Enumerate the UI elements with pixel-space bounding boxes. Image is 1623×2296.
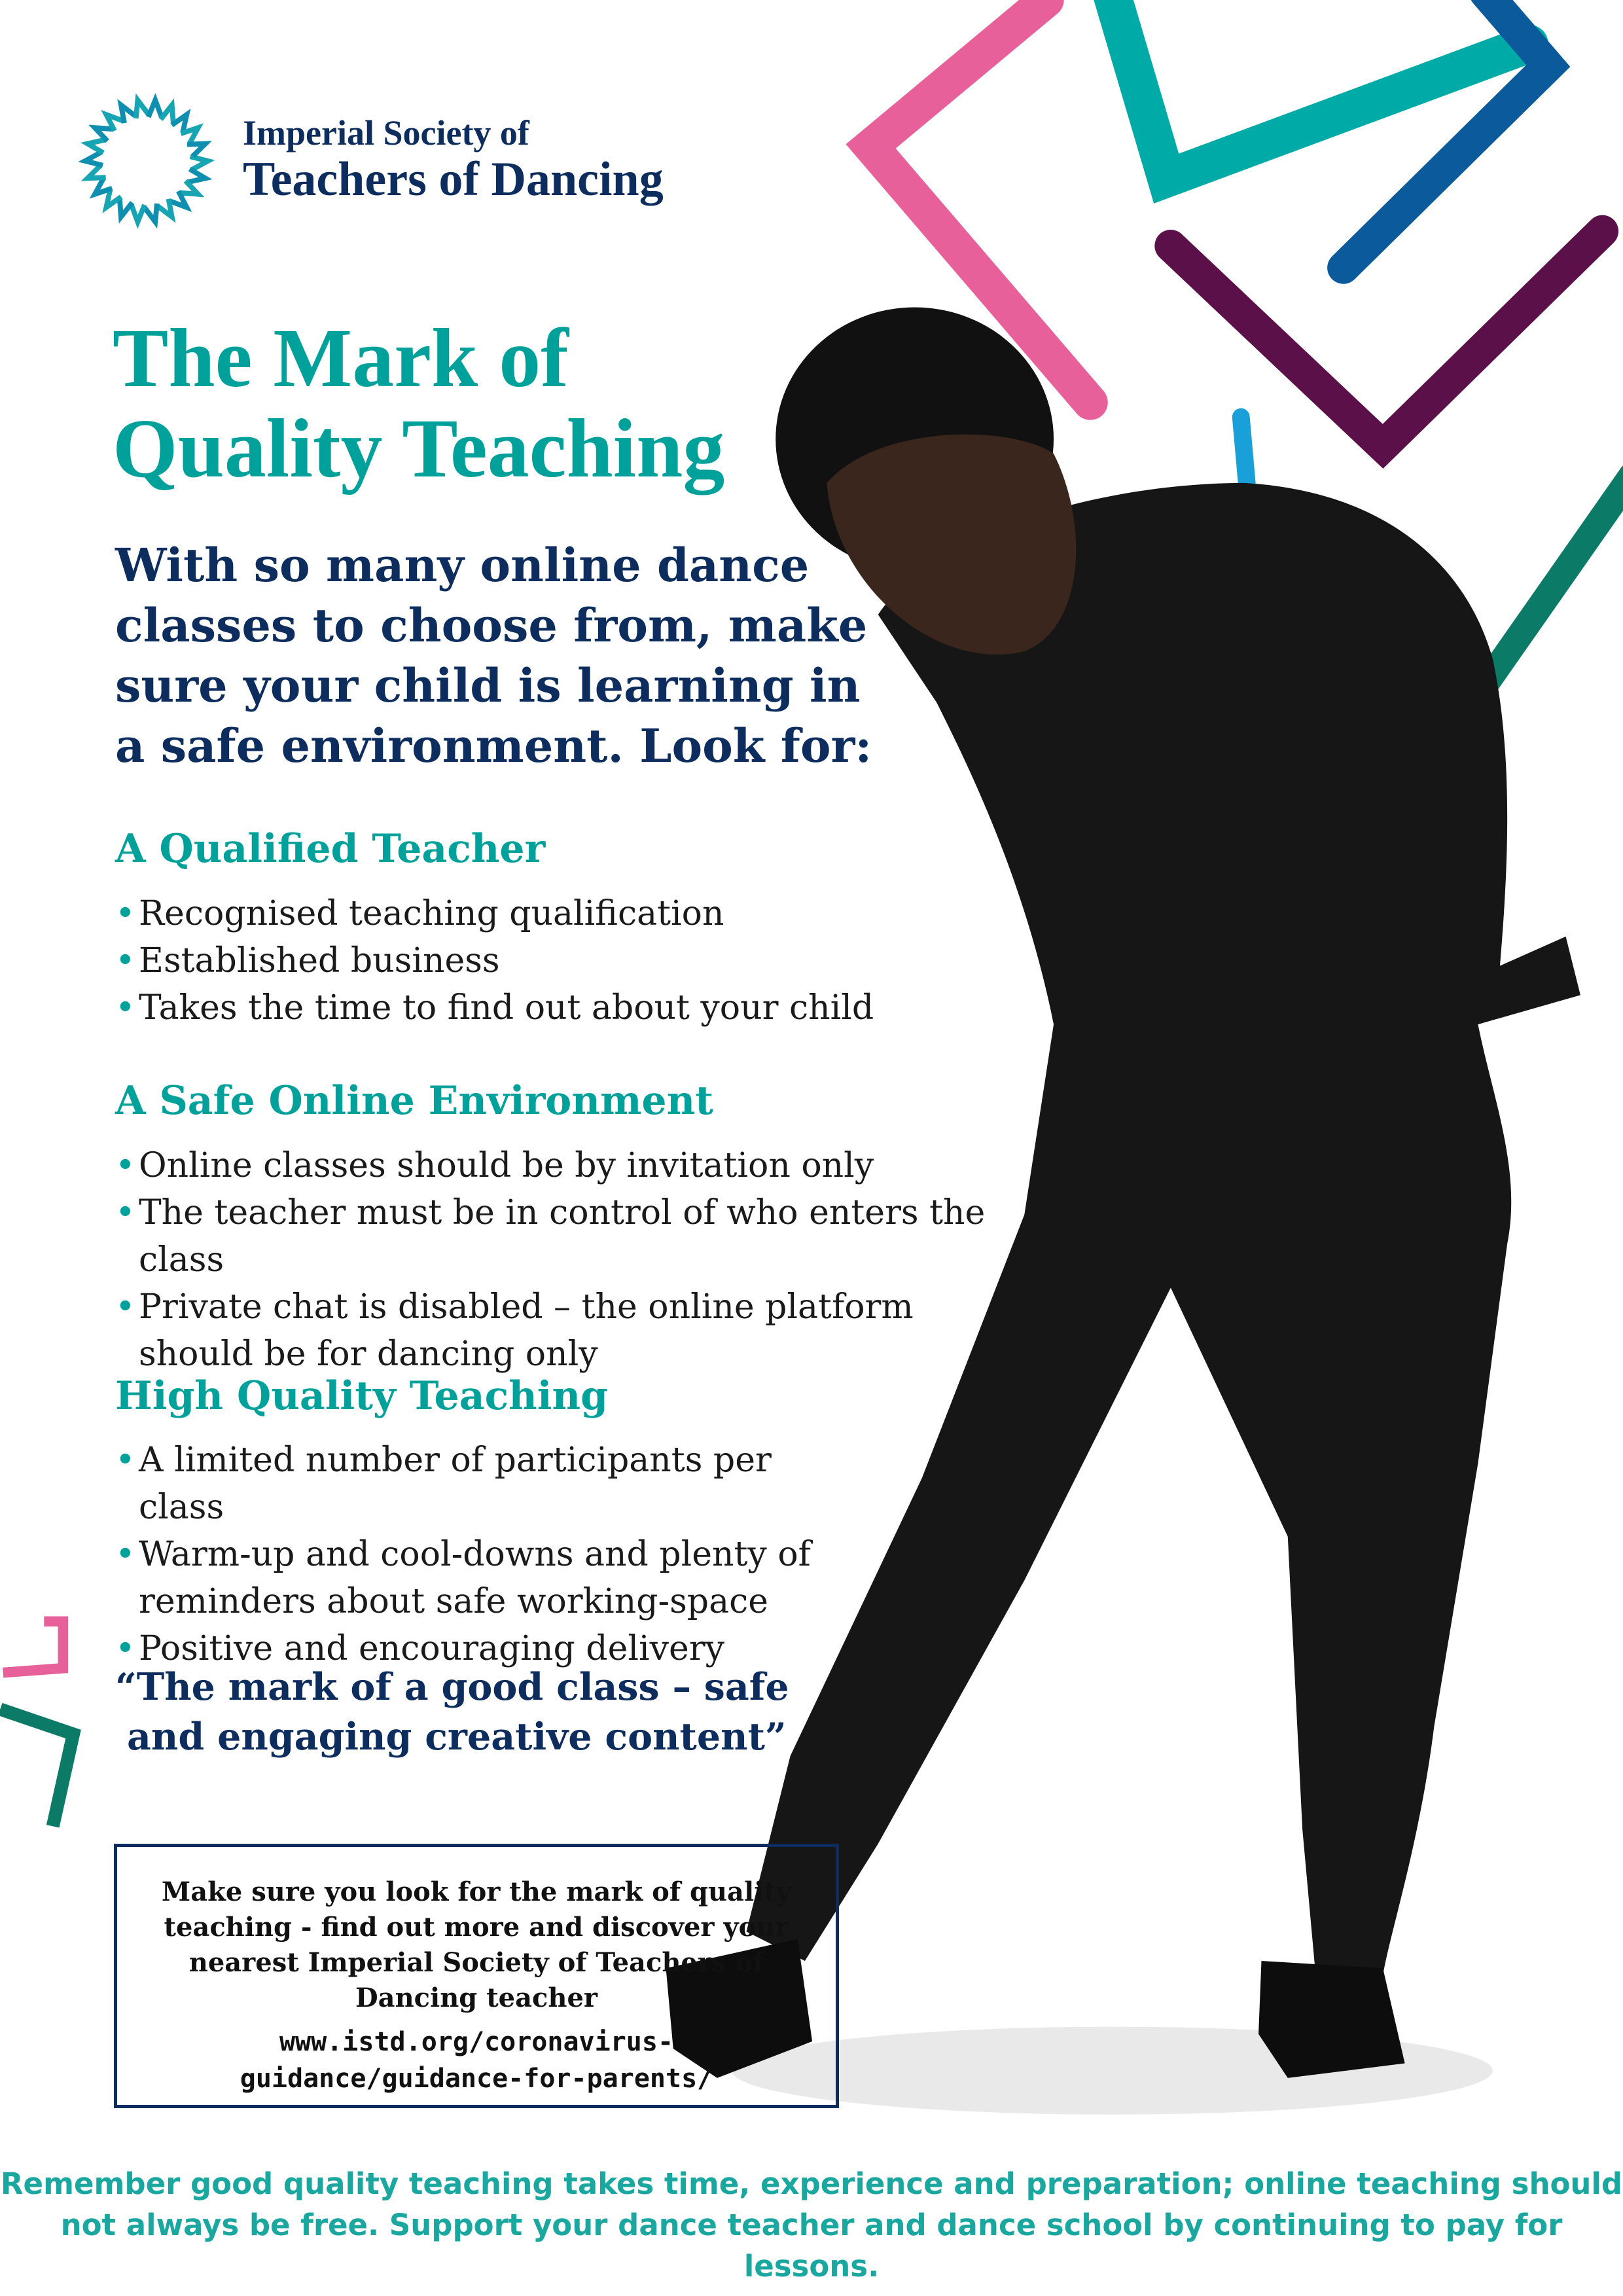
- logo-chevron-mark: [85, 152, 103, 165]
- logo-line2: Teachers of Dancing: [243, 152, 664, 206]
- logo-chevron-mark: [188, 169, 205, 182]
- logo-line1: Imperial Society of: [243, 113, 529, 152]
- logo-chevron-mark: [121, 105, 135, 124]
- info-box-text: Make sure you look for the mark of quality teaching - find out more and discover your nearest Imperial Society of Teachers of Dancing teacher: [161, 1876, 792, 2013]
- intro-text: With so many online dance classes to choose from, make sure your child is learning in a safe environment. Look for:: [115, 538, 872, 773]
- section-heading-high-quality: High Quality Teaching: [115, 1373, 609, 1419]
- quote-line2: and engaging creative content”: [127, 1715, 787, 1759]
- list-item: • A limited number of participants per class: [115, 1437, 822, 1531]
- bullet-list-high-quality: [115, 1437, 822, 1672]
- logo-chevron-mark: [181, 128, 198, 143]
- logo-chevron-mark: [88, 166, 106, 179]
- logo-chevron-mark: [187, 144, 205, 156]
- list-item: • Private chat is disabled – the online platform should be for dancing only: [115, 1283, 986, 1378]
- footer-line2: not always be free. Support your dance teacher and dance school by continuing to pay for lessons.: [60, 2208, 1563, 2284]
- quote: [115, 1662, 789, 1762]
- logo-chevron-mark: [88, 140, 105, 153]
- logo-chevron-mark: [161, 105, 173, 123]
- small-green-chevron-shape: [0, 1709, 73, 1826]
- title-line2: Quality Teaching: [113, 402, 725, 495]
- list-item: • Warm-up and cool-downs and plenty of reminders about safe working-space: [115, 1531, 822, 1625]
- logo-chevron-mark: [149, 100, 162, 117]
- page-title: [113, 313, 724, 493]
- logo-chevron-mark: [158, 199, 171, 217]
- green-line-shape: [1478, 476, 1623, 695]
- list-item: • Takes the time to find out about your child: [115, 984, 1031, 1031]
- logo-chevron-mark: [120, 200, 132, 217]
- bullet-list-qualified-teacher: [115, 890, 1031, 1031]
- section-heading-qualified-teacher: A Qualified Teacher: [115, 826, 546, 872]
- footer-note: [0, 2163, 1623, 2287]
- list-item: • Online classes should be by invitation only: [115, 1142, 986, 1189]
- info-box-url[interactable]: [117, 2024, 836, 2097]
- list-item: • Established business: [115, 937, 1031, 984]
- info-box: [114, 1844, 839, 2108]
- blue-chevron-shape: [1344, 0, 1548, 268]
- logo-chevron-mark: [190, 156, 208, 169]
- bullet-list-safe-online: [115, 1142, 986, 1378]
- list-item: • Positive and encouraging delivery: [115, 1625, 822, 1672]
- section-heading-safe-online: A Safe Online Environment: [115, 1078, 713, 1124]
- small-pink-chevron-shape: [3, 1621, 63, 1672]
- url-line2[interactable]: guidance/guidance-for-parents/: [240, 2064, 713, 2094]
- logo-chevron-mark: [95, 179, 112, 194]
- logo-chevron-mark: [132, 205, 145, 222]
- footer-line1: Remember good quality teaching takes time, experience and preparation; online teaching should: [0, 2166, 1623, 2201]
- list-item: • Recognised teaching qualification: [115, 890, 1031, 937]
- list-item: • The teacher must be in control of who enters the class: [115, 1189, 986, 1283]
- lightblue-line-shape: [1241, 417, 1247, 483]
- title-line1: The Mark of: [113, 312, 569, 404]
- quote-line1: “The mark of a good class – safe: [115, 1665, 789, 1709]
- url-line1[interactable]: www.istd.org/coronavirus-: [279, 2027, 674, 2057]
- istd-logo-icon: [85, 100, 208, 222]
